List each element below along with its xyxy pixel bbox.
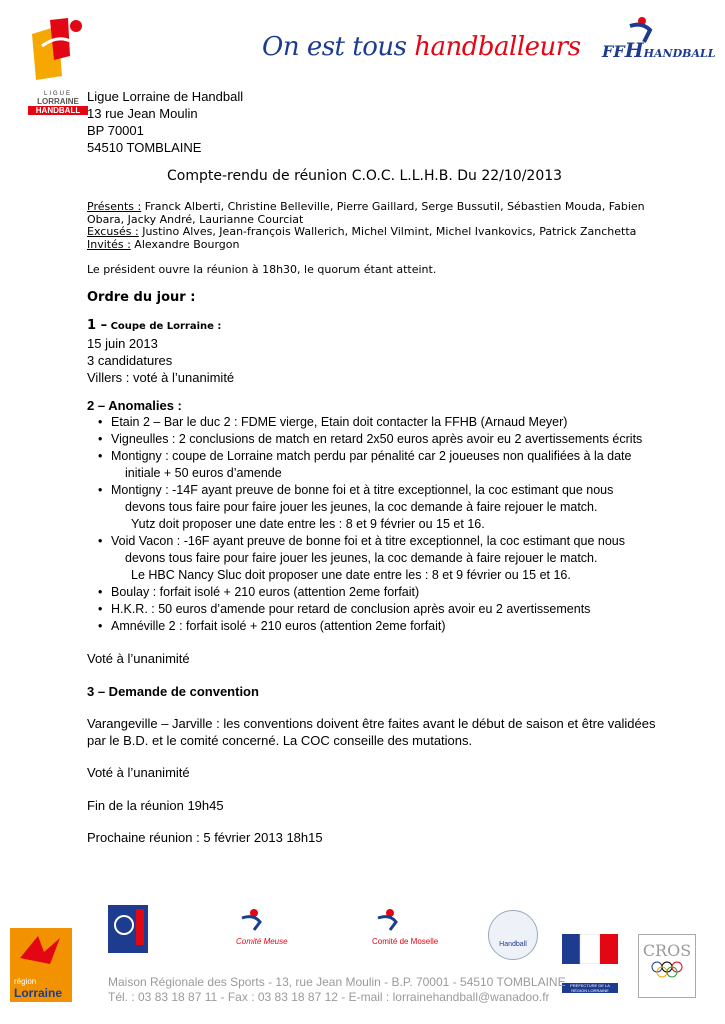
section-1-number: 1 – xyxy=(87,318,108,333)
present-line-2: Obara, Jacky André, Laurianne Courciat xyxy=(87,212,304,226)
section-3-title: 3 – Demande de convention xyxy=(87,684,259,699)
prefecture-text: PRÉFECTURE DE LA RÉGION LORRAINE xyxy=(562,983,618,993)
ligue-lorraine-logo xyxy=(28,16,88,114)
olympic-rings-icon xyxy=(649,960,685,978)
agenda-heading: Ordre du jour : xyxy=(87,290,196,305)
region-bird-icon xyxy=(10,928,72,972)
region-text-2: Lorraine xyxy=(14,986,63,1000)
comite-logo xyxy=(108,905,148,953)
footer-address: Maison Régionale des Sports - 13, rue Jean Moulin - B.P. 70001 - 54510 TOMBLAINE xyxy=(108,975,566,989)
meuse-text: Comité Meuse xyxy=(236,937,288,946)
ffhb-meuse-logo xyxy=(236,908,306,956)
ligue-logo-text-1: LIGUE xyxy=(43,91,72,97)
ffhb-moselle-icon xyxy=(372,908,402,932)
list-item: • Vigneulles : 2 conclusions de match en retard 2x50 euros après avoir eu 2 avertissements écrits xyxy=(87,431,667,448)
list-item: • Etain 2 – Bar le duc 2 : FDME vierge, Etain doit contacter la FFHB (Arnaud Meyer) xyxy=(87,414,667,431)
list-item: • Amnéville 2 : forfait isolé + 210 euros (attention 2eme forfait) xyxy=(87,618,667,635)
anomalies-list xyxy=(87,414,667,635)
address-line-1: Ligue Lorraine de Handball xyxy=(87,89,244,104)
address-line-2: 13 rue Jean Moulin xyxy=(87,106,198,121)
section-1 xyxy=(87,318,234,386)
ffhb-text: HANDBALL xyxy=(643,47,716,60)
slogan-part-1: On est tous xyxy=(262,32,407,62)
section-2-title: 2 – Anomalies : xyxy=(87,398,182,413)
section-2-vote: Voté à l’unanimité xyxy=(87,651,190,666)
comite-icon xyxy=(108,905,148,953)
region-text-1: région xyxy=(14,977,37,986)
comite-vosges-logo xyxy=(488,910,538,960)
page-title: Compte-rendu de réunion C.O.C. L.L.H.B. Du 22/10/2013 xyxy=(167,168,563,184)
invited-line xyxy=(87,239,647,252)
ligue-logo-text-3: HANDBALL xyxy=(28,106,88,115)
cros-text: CROS xyxy=(642,941,692,960)
ffhb-logo xyxy=(600,16,716,66)
cros-logo xyxy=(638,934,696,998)
footer-contact: Tél. : 03 83 18 87 11 - Fax : 03 83 18 87 12 - E-mail : lorrainehandball@wanadoo.fr xyxy=(108,990,550,1004)
region-lorraine-logo xyxy=(10,928,72,1002)
handball-player-logo-icon xyxy=(28,16,88,86)
meeting-end: Fin de la réunion 19h45 xyxy=(87,798,224,813)
section-3-para-line-1: Varangeville – Jarville : les conventions doivent être faites avant le début de saison et être validées xyxy=(87,716,656,731)
section-3-para-line-2: par le B.D. et le comité concerné. La COC conseille des mutations. xyxy=(87,733,473,748)
vosges-text: Handball xyxy=(499,941,527,948)
list-item: • Void Vacon : -16F ayant preuve de bonne foi et à titre exceptionnel, la coc estimant que nous devons tous faire pour faire jouer les jeunes, la coc demande à faire rejouer le match. Le HBC Nancy Sluc doit proposer une date entre les : 8 et 9 février ou 15 et 16. xyxy=(87,533,667,584)
address-block xyxy=(87,88,243,156)
section-3-paragraph xyxy=(87,715,687,749)
next-meeting: Prochaine réunion : 5 février 2013 18h15 xyxy=(87,830,323,845)
section-2 xyxy=(87,397,667,635)
section-1-heading xyxy=(87,318,234,335)
ffhb-meuse-icon xyxy=(236,908,266,932)
opening-text: Le président ouvre la réunion à 18h30, le quorum étant atteint. xyxy=(87,263,437,276)
list-item: • Montigny : -14F ayant preuve de bonne foi et à titre exceptionnel, la coc estimant que nous devons tous faire pour faire jouer les jeunes, la coc demande à faire rejouer le match. Yutz doit proposer une date entre les : 8 et 9 février ou 15 et 16. xyxy=(87,482,667,533)
invited-text: Alexandre Bourgon xyxy=(130,237,240,251)
excused-text: Justino Alves, Jean-françois Wallerich, Michel Vilmint, Michel Ivankovics, Patrick Zanchetta xyxy=(138,225,637,238)
list-item: • H.K.R. : 50 euros d’amende pour retard de conclusion après avoir eu 2 avertissements xyxy=(87,601,667,618)
excused-label: Excusés : xyxy=(87,225,139,238)
section-1-line-3: Villers : voté à l’unanimité xyxy=(87,370,235,385)
list-item: • Boulay : forfait isolé + 210 euros (attention 2eme forfait) xyxy=(87,584,667,601)
section-1-title: Coupe de Lorraine : xyxy=(110,321,222,332)
section-1-line-2: 3 candidatures xyxy=(87,353,173,368)
address-line-3: BP 70001 xyxy=(87,123,144,138)
ffhb-moselle-logo xyxy=(372,908,442,956)
slogan xyxy=(262,32,581,62)
present-line xyxy=(87,201,647,214)
slogan-part-2: handballeurs xyxy=(414,32,581,62)
list-item: • Montigny : coupe de Lorraine match perdu par pénalité car 2 joueuses non qualifiées à la date initiale + 50 euros d’amende xyxy=(87,448,667,482)
section-1-line-1: 15 juin 2013 xyxy=(87,336,158,351)
attendance-block xyxy=(87,201,647,251)
french-flag-icon xyxy=(562,934,618,964)
ffhb-h: H xyxy=(624,38,644,62)
moselle-text: Comité de Moselle xyxy=(372,937,439,946)
ligue-logo-text-2: LORRAINE xyxy=(37,97,79,106)
address-line-4: 54510 TOMBLAINE xyxy=(87,140,202,155)
ffhb-letters: FF xyxy=(602,42,625,61)
present-text: Franck Alberti, Christine Belleville, Pierre Gaillard, Serge Bussutil, Sébastien Mouda, Fabien xyxy=(141,200,645,213)
invited-label: Invités : xyxy=(87,237,131,251)
prefecture-logo xyxy=(562,934,618,994)
section-3-vote: Voté à l’unanimité xyxy=(87,765,190,780)
present-label: Présents : xyxy=(87,200,142,213)
